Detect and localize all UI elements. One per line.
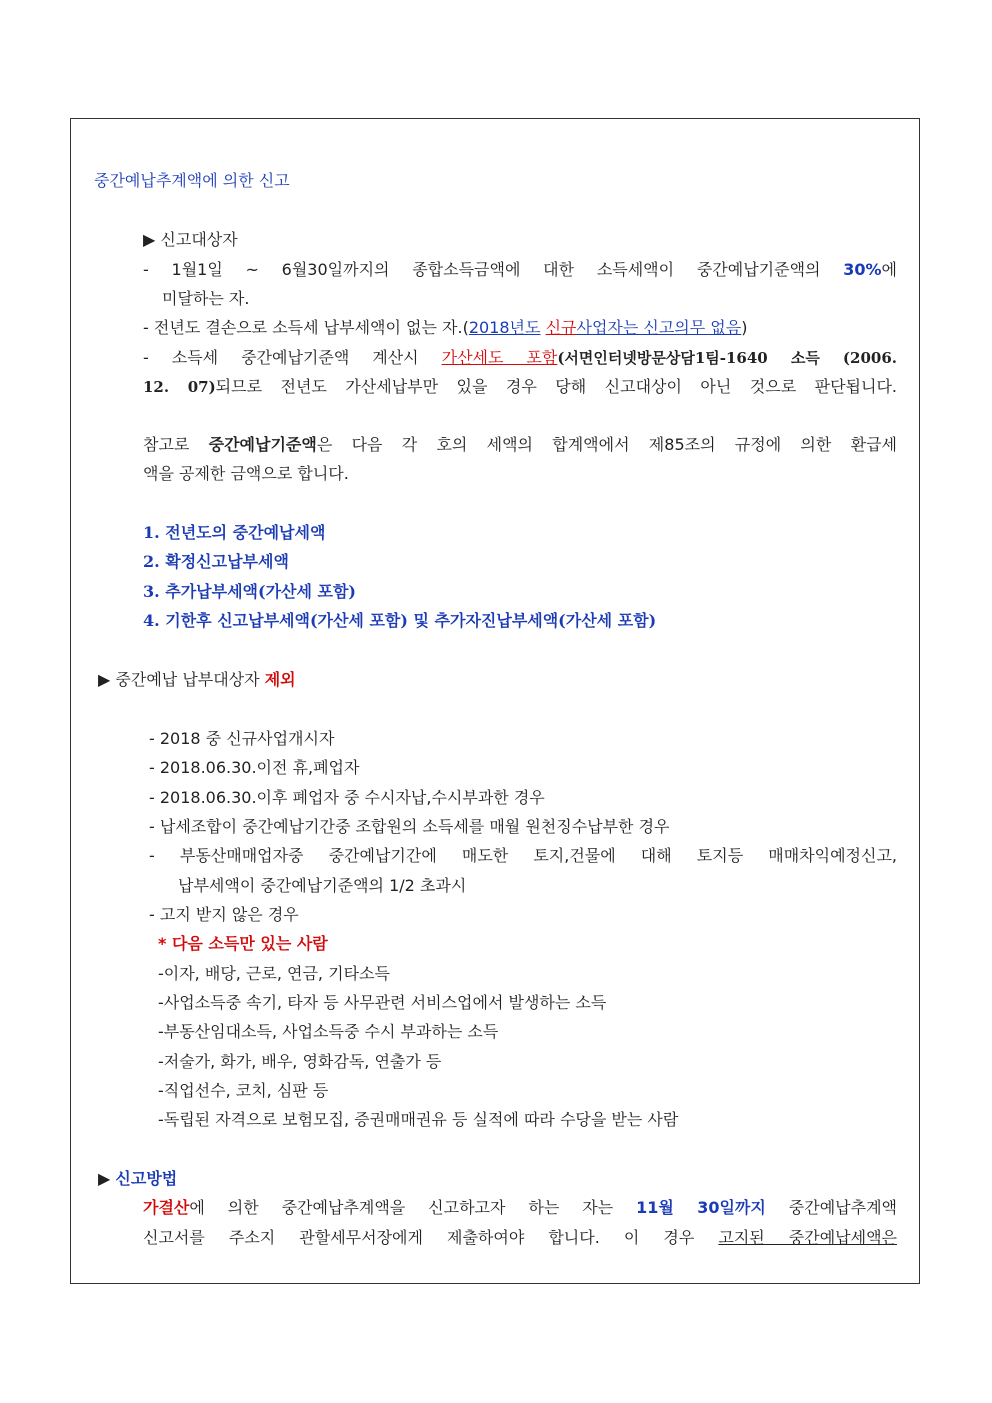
exclude-item: - 2018 중 신규사업개시자: [149, 729, 335, 748]
target-line-1: - 1월1일 ~ 6월30일까지의 종합소득금액에 대한 소득세액이 중간예납기준액의 30%에: [143, 260, 898, 279]
income-only-note: * 다음 소득만 있는 사람: [158, 934, 328, 953]
income-item: -저술가, 화가, 배우, 영화감독, 연출가 등: [158, 1052, 442, 1071]
list-item: 3. 추가납부세액(가산세 포함): [143, 582, 357, 601]
exclude-item: - 납세조합이 중간예납기간중 조합원의 소득세를 매월 원천징수납부한 경우: [149, 817, 670, 836]
income-item: -사업소득중 속기, 타자 등 사무관련 서비스업에서 발생하는 소득: [158, 993, 607, 1012]
exclude-item: - 2018.06.30.이후 폐업자 중 수시자납,수시부과한 경우: [149, 788, 545, 807]
reference-line-2: 액을 공제한 금액으로 합니다.: [143, 464, 349, 483]
method-line-1: 가결산에 의한 중간예납추계액을 신고하고자 하는 자는 11월 30일까지 중간예납추계액: [143, 1198, 897, 1217]
target-line-2: 미달하는 자.: [162, 289, 250, 308]
percent-value: 30%: [843, 260, 882, 279]
target-heading: [143, 229, 238, 251]
target-line-3: - 전년도 결손으로 소득세 납부세액이 없는 자.(2018년도 신규사업자는 신고의무 없음): [143, 318, 748, 337]
target-heading-label: 신고대상자: [160, 230, 238, 249]
exclude-heading: ▶ 중간예납 납부대상자 제외: [98, 670, 296, 689]
list-item: 1. 전년도의 중간예납세액: [143, 523, 326, 542]
method-line-2: 신고서를 주소지 관할세무서장에게 제출하여야 합니다. 이 경우 고지된 중간예납세액은: [143, 1228, 897, 1247]
triangle-bullet-icon: ▶: [143, 230, 156, 249]
triangle-bullet-icon: ▶: [98, 670, 111, 689]
list-item: 4. 기한후 신고납부세액(가산세 포함) 및 추가자진납부세액(가산세 포함): [143, 611, 657, 630]
reference-line-1: 참고로 중간예납기준액은 다음 각 호의 세액의 합계액에서 제85조의 규정에 의한 환급세: [143, 435, 897, 454]
method-heading: ▶ 신고방법: [98, 1169, 178, 1188]
income-item: -독립된 자격으로 보험모집, 증권매매권유 등 실적에 따라 수당을 받는 사람: [158, 1110, 679, 1129]
exclude-item: - 부동산매매업자중 중간예납기간에 매도한 토지,건물에 대해 토지등 매매차익예정신고,: [149, 846, 897, 865]
section-title: 중간예납추계액에 의한 신고: [94, 171, 290, 190]
target-line-5: 12. 07)되므로 전년도 가산세납부만 있을 경우 당해 신고대상이 아닌 것으로 판단됩니다.: [143, 377, 897, 396]
income-item: -이자, 배당, 근로, 연금, 기타소득: [158, 964, 390, 983]
target-line-4: - 소득세 중간예납기준액 계산시 가산세도 포함(서면인터넷방문상담1팀-1640 소득 (2006.: [143, 348, 898, 367]
exclude-item: - 2018.06.30.이전 휴,폐업자: [149, 758, 360, 777]
triangle-bullet-icon: ▶: [98, 1169, 111, 1188]
penalty-included-note: 가산세도 포함: [441, 348, 558, 367]
income-item: -부동산임대소득, 사업소득중 수시 부과하는 소득: [158, 1022, 499, 1041]
income-item: -직업선수, 코치, 심판 등: [158, 1081, 329, 1100]
list-item: 2. 확정신고납부세액: [143, 552, 289, 571]
exclude-item-continued: 납부세액이 중간예납기준액의 1/2 초과시: [178, 876, 467, 895]
exclude-item: - 고지 받지 않은 경우: [149, 905, 299, 924]
